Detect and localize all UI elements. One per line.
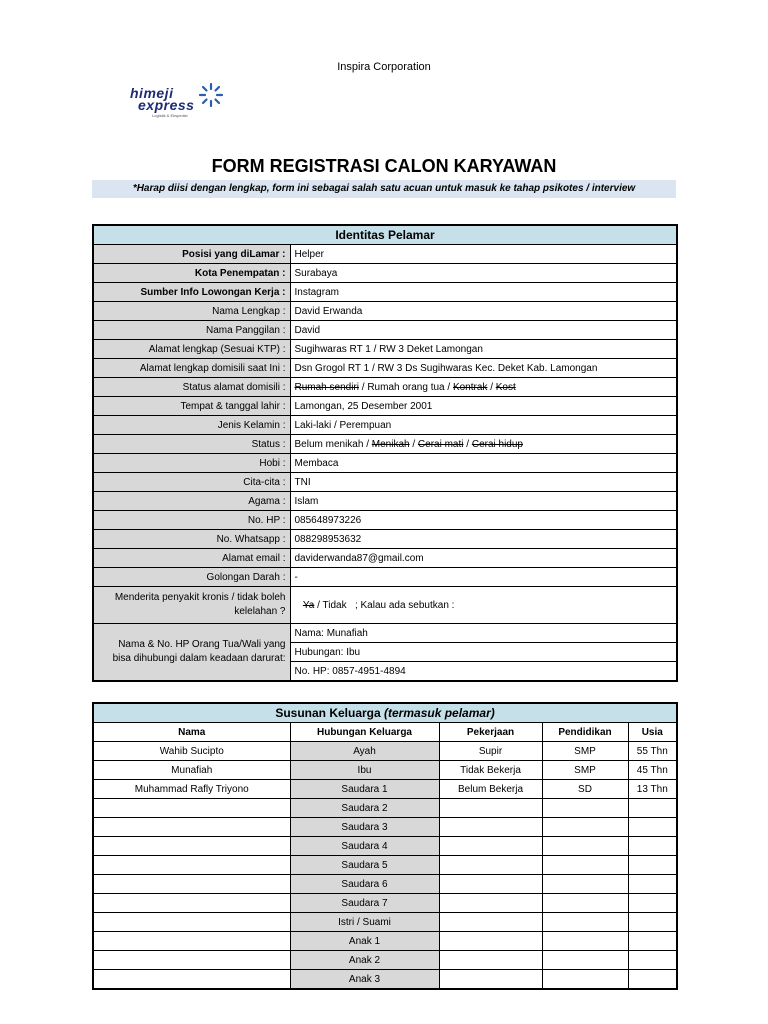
field-value: TNI: [290, 473, 677, 492]
column-header-usia: Usia: [628, 723, 677, 742]
cell-hubungan: Istri / Suami: [290, 913, 439, 932]
separator: /: [444, 381, 453, 393]
field-value: [290, 587, 677, 624]
table-row: [93, 913, 677, 932]
table-row: [93, 742, 677, 761]
table-row: [93, 875, 677, 894]
field-label: Sumber Info Lowongan Kerja :: [93, 283, 290, 302]
table-row: [93, 435, 677, 454]
cell-pendidikan: [542, 837, 628, 856]
cell-usia: 13 Thn: [628, 780, 677, 799]
option-struck: Kontrak: [452, 381, 488, 393]
field-label: No. Whatsapp :: [93, 530, 290, 549]
field-value: Lamongan, 25 Desember 2001: [290, 397, 677, 416]
cell-pendidikan: [542, 913, 628, 932]
cell-hubungan: Saudara 4: [290, 837, 439, 856]
table-row: [93, 416, 677, 435]
cell-pekerjaan: [439, 932, 542, 951]
table-row: [93, 932, 677, 951]
field-label: Agama :: [93, 492, 290, 511]
cell-pendidikan: [542, 818, 628, 837]
cell-pekerjaan: [439, 818, 542, 837]
table-row: [93, 587, 677, 624]
table-row: [93, 321, 677, 340]
table-row: [93, 951, 677, 970]
cell-usia: [628, 837, 677, 856]
cell-hubungan: Anak 2: [290, 951, 439, 970]
field-label: Status alamat domisili :: [93, 378, 290, 397]
cell-pekerjaan: [439, 856, 542, 875]
cell-pendidikan: [542, 875, 628, 894]
cell-hubungan: Saudara 2: [290, 799, 439, 818]
logo-text-line2: express: [138, 97, 195, 113]
table-row: [93, 454, 677, 473]
field-label: Cita-cita :: [93, 473, 290, 492]
cell-nama: [93, 799, 290, 818]
table-row: [93, 761, 677, 780]
keluarga-heading: [93, 703, 677, 723]
field-value: Surabaya: [290, 264, 677, 283]
table-row: [93, 492, 677, 511]
cell-nama: [93, 856, 290, 875]
keluarga-heading-note: (termasuk pelamar): [384, 706, 495, 720]
cell-pekerjaan: [439, 913, 542, 932]
table-row: [93, 302, 677, 321]
field-label: Posisi yang diLamar :: [93, 245, 290, 264]
cell-pekerjaan: [439, 799, 542, 818]
logo-text-line1: himeji: [130, 85, 174, 101]
field-value: No. HP: 0857-4951-4894: [290, 662, 677, 682]
table-row: [93, 359, 677, 378]
table-row: [93, 473, 677, 492]
cell-hubungan: Anak 1: [290, 932, 439, 951]
identitas-pelamar-table: [92, 224, 678, 682]
cell-nama: [93, 837, 290, 856]
field-label: Hobi :: [93, 454, 290, 473]
table-row: [93, 283, 677, 302]
field-value: Nama: Munafiah: [290, 624, 677, 643]
cell-usia: [628, 913, 677, 932]
field-value: Helper: [290, 245, 677, 264]
option-struck: Cerai hidup: [471, 438, 523, 450]
field-value: David Erwanda: [290, 302, 677, 321]
field-label: Nama Panggilan :: [93, 321, 290, 340]
field-value: Membaca: [290, 454, 677, 473]
table-row: [93, 799, 677, 818]
field-label: Menderita penyakit kronis / tidak boleh kelelahan ?: [93, 587, 290, 624]
separator: /: [463, 438, 472, 450]
field-value: 085648973226: [290, 511, 677, 530]
cell-usia: [628, 856, 677, 875]
cell-nama: [93, 818, 290, 837]
company-logo: [130, 82, 230, 122]
cell-pendidikan: SMP: [542, 761, 628, 780]
instruction-note: *Harap diisi dengan lengkap, form ini sebagai salah satu acuan untuk masuk ke tahap psikotes / interview: [92, 180, 676, 198]
cell-pekerjaan: Tidak Bekerja: [439, 761, 542, 780]
field-value: Sugihwaras RT 1 / RW 3 Deket Lamongan: [290, 340, 677, 359]
cell-pendidikan: SD: [542, 780, 628, 799]
table-row: [93, 624, 677, 643]
table-row: [93, 970, 677, 990]
cell-hubungan: Anak 3: [290, 970, 439, 990]
option-struck: Kost: [495, 381, 516, 393]
cell-usia: [628, 799, 677, 818]
cell-hubungan: Saudara 1: [290, 780, 439, 799]
keluarga-heading-main: Susunan Keluarga: [275, 706, 385, 720]
option-selected: Tidak: [322, 599, 347, 611]
table-row: [93, 894, 677, 913]
field-label: Jenis Kelamin :: [93, 416, 290, 435]
table-row: [93, 397, 677, 416]
option-struck: Ya: [302, 599, 315, 611]
table-row: [93, 530, 677, 549]
table-row: [93, 378, 677, 397]
option-struck: Cerai mati: [417, 438, 464, 450]
cell-nama: [93, 970, 290, 990]
field-value: [290, 378, 677, 397]
table-row: [93, 245, 677, 264]
cell-usia: [628, 951, 677, 970]
table-row: [93, 818, 677, 837]
column-header-pekerjaan: Pekerjaan: [439, 723, 542, 742]
table-row: [93, 568, 677, 587]
option-struck: Menikah: [371, 438, 410, 450]
cell-pekerjaan: [439, 970, 542, 990]
cell-usia: 45 Thn: [628, 761, 677, 780]
cell-pendidikan: [542, 970, 628, 990]
field-value: Dsn Grogol RT 1 / RW 3 Ds Sugihwaras Kec. Deket Kab. Lamongan: [290, 359, 677, 378]
column-header-hubungan: Hubungan Keluarga: [290, 723, 439, 742]
cell-nama: Muhammad Rafly Triyono: [93, 780, 290, 799]
cell-pendidikan: [542, 932, 628, 951]
cell-usia: [628, 894, 677, 913]
field-label: Kota Penempatan :: [93, 264, 290, 283]
field-label: Golongan Darah :: [93, 568, 290, 587]
cell-usia: [628, 875, 677, 894]
cell-nama: Munafiah: [93, 761, 290, 780]
cell-nama: [93, 951, 290, 970]
table-row: [93, 511, 677, 530]
field-value: David: [290, 321, 677, 340]
separator: /: [487, 381, 496, 393]
field-value: -: [290, 568, 677, 587]
separator: /: [314, 599, 323, 611]
cell-nama: [93, 875, 290, 894]
cell-pekerjaan: [439, 951, 542, 970]
field-label: Nama Lengkap :: [93, 302, 290, 321]
field-value: Instagram: [290, 283, 677, 302]
cell-nama: [93, 894, 290, 913]
table-row: [93, 340, 677, 359]
table-row: [93, 549, 677, 568]
company-name: Inspira Corporation: [337, 61, 431, 73]
cell-pendidikan: [542, 799, 628, 818]
option-selected: Belum menikah: [294, 438, 364, 450]
field-label: Tempat & tanggal lahir :: [93, 397, 290, 416]
field-label: Alamat email :: [93, 549, 290, 568]
field-label: Nama & No. HP Orang Tua/Wali yang bisa dihubungi dalam keadaan darurat:: [93, 624, 290, 682]
field-value: Hubungan: Ibu: [290, 643, 677, 662]
field-extra: ; Kalau ada sebutkan :: [354, 599, 455, 611]
cell-nama: [93, 932, 290, 951]
option-struck: Rumah sendiri: [294, 381, 359, 393]
column-header-pendidikan: Pendidikan: [542, 723, 628, 742]
cell-hubungan: Ibu: [290, 761, 439, 780]
identitas-heading: Identitas Pelamar: [93, 225, 677, 245]
cell-pekerjaan: [439, 894, 542, 913]
cell-usia: [628, 970, 677, 990]
field-value: Laki-laki / Perempuan: [290, 416, 677, 435]
separator: /: [358, 381, 368, 393]
cell-usia: [628, 932, 677, 951]
field-value: 088298953632: [290, 530, 677, 549]
cell-usia: [628, 818, 677, 837]
cell-hubungan: Ayah: [290, 742, 439, 761]
column-header-nama: Nama: [93, 723, 290, 742]
cell-hubungan: Saudara 7: [290, 894, 439, 913]
cell-hubungan: Saudara 5: [290, 856, 439, 875]
separator: /: [409, 438, 418, 450]
cell-pendidikan: [542, 951, 628, 970]
cell-hubungan: Saudara 6: [290, 875, 439, 894]
cell-pekerjaan: [439, 837, 542, 856]
separator: /: [363, 438, 372, 450]
cell-hubungan: Saudara 3: [290, 818, 439, 837]
table-row: [93, 264, 677, 283]
cell-pendidikan: [542, 894, 628, 913]
cell-nama: [93, 913, 290, 932]
table-row: [93, 780, 677, 799]
cell-pekerjaan: Supir: [439, 742, 542, 761]
field-label: Alamat lengkap (Sesuai KTP) :: [93, 340, 290, 359]
susunan-keluarga-table: [92, 702, 678, 990]
field-value: [290, 435, 677, 454]
form-title: FORM REGISTRASI CALON KARYAWAN: [211, 156, 557, 176]
field-label: No. HP :: [93, 511, 290, 530]
table-row: [93, 856, 677, 875]
cell-nama: Wahib Sucipto: [93, 742, 290, 761]
cell-pekerjaan: Belum Bekerja: [439, 780, 542, 799]
cell-pendidikan: SMP: [542, 742, 628, 761]
table-row: [93, 837, 677, 856]
sun-burst-icon: [198, 82, 224, 108]
field-value: daviderwanda87@gmail.com: [290, 549, 677, 568]
field-label: Alamat lengkap domisili saat Ini :: [93, 359, 290, 378]
field-label: Status :: [93, 435, 290, 454]
cell-pendidikan: [542, 856, 628, 875]
cell-usia: 55 Thn: [628, 742, 677, 761]
field-value: Islam: [290, 492, 677, 511]
logo-tagline: Logistik & Ekspedisi: [152, 113, 188, 118]
option-selected: Rumah orang tua: [367, 381, 445, 393]
cell-pekerjaan: [439, 875, 542, 894]
